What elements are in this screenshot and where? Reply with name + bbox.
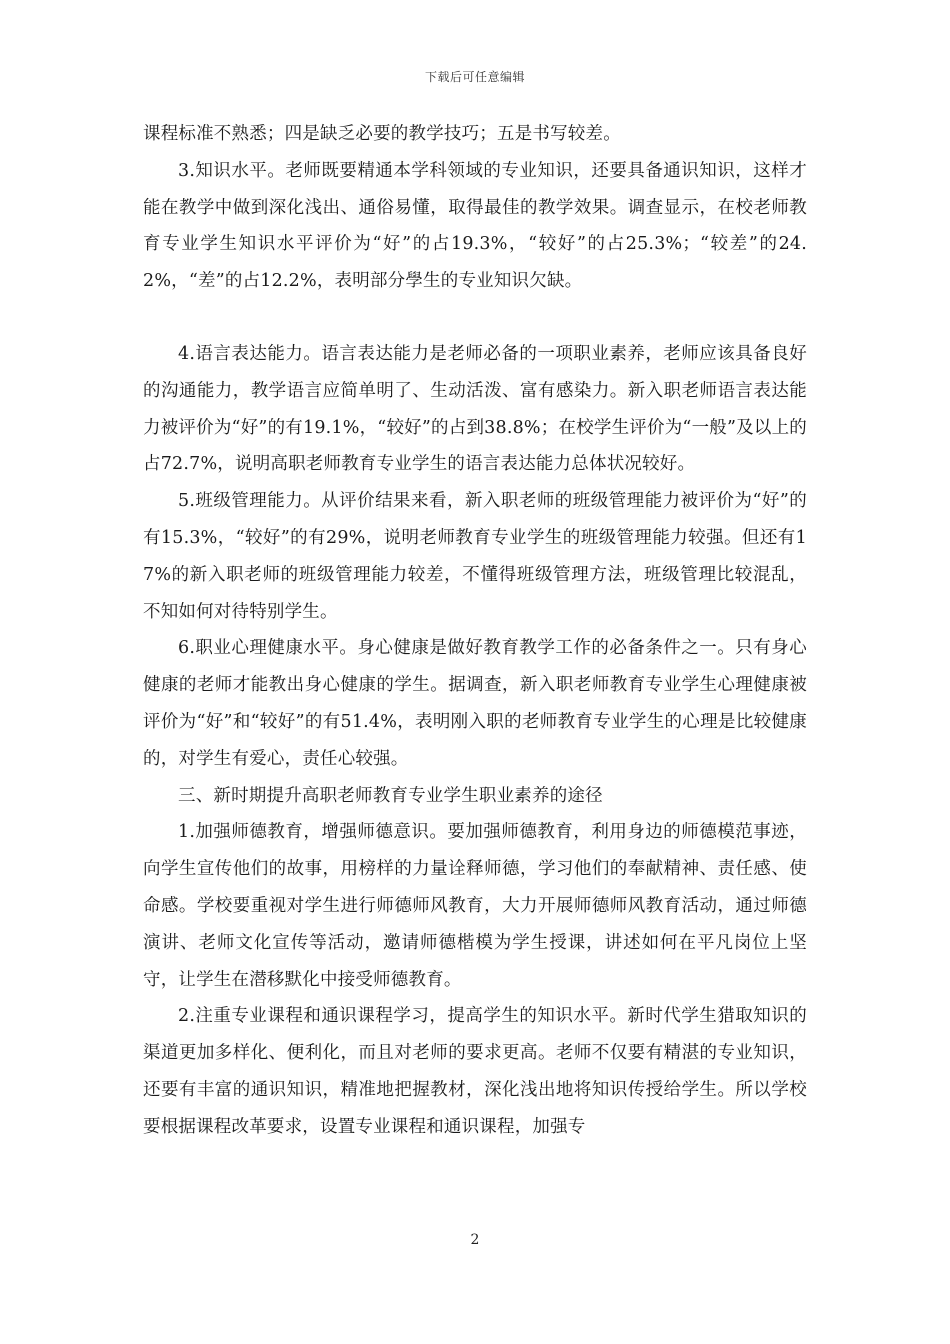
paragraph-mental-health: 6.职业心理健康水平。身心健康是做好教育教学工作的必备条件之一。只有身心健康的老师才能教出身心健康的学生。据调查，新入职老师教育专业学生心理健康被评价为“好”和“较好”的有51.4%，表明刚入职的老师教育专业学生的心理是比较健康的，对学生有爱心，责任心较强。 <box>143 638 807 769</box>
paragraph-class-management: 5.班级管理能力。从评价结果来看，新入职老师的班级管理能力被评价为“好”的有15.3%，“较好”的有29%，说明老师教育专业学生的班级管理能力较强。但还有17%的新入职老师的班级管理能力较差，不懂得班级管理方法，班级管理比较混乱，不知如何对待特别学生。 <box>143 491 807 622</box>
paragraph-curriculum-study: 2.注重专业课程和通识课程学习，提高学生的知识水平。新时代学生猎取知识的渠道更加多样化、便利化，而且对老师的要求更高。老师不仅要有精湛的专业知识，还要有丰富的通识知识，精准地把握教材，深化浅出地将知识传授给学生。所以学校要根据课程改革要求，设置专业课程和通识课程，加强专 <box>143 1006 807 1137</box>
document-body <box>143 116 807 1146</box>
paragraph-spacer <box>143 300 807 336</box>
page-number: 2 <box>470 1232 480 1248</box>
paragraph-knowledge-level: 3.知识水平。老师既要精通本学科领域的专业知识，还要具备通识知识，这样才能在教学中做到深化浅出、通俗易懂，取得最佳的教学效果。调查显示，在校老师教育专业学生知识水平评价为“好”的占19.3%，“较好”的占25.3%；“较差”的24.2%，“差”的占12.2%，表明部分學生的专业知识欠缺。 <box>143 160 807 292</box>
paragraph-ethics-education: 1.加强师德教育，增强师德意识。要加强师德教育，利用身边的师德模范事迹，向学生宣传他们的故事，用榜样的力量诠释师德，学习他们的奉献精神、责任感、使命感。学校要重视对学生进行师德师风教育，大力开展师德师风教育活动，通过师德演讲、老师文化宣传等活动，邀请师德楷模为学生授课，讲述如何在平凡岗位上坚守，让学生在潜移默化中接受师德教育。 <box>143 822 807 990</box>
section-heading: 三、新时期提升高职老师教育专业学生职业素养的途径 <box>178 785 603 806</box>
page-header: 下载后可任意编辑 <box>424 70 525 84</box>
paragraph-continuation: 课程标准不熟悉；四是缺乏必要的教学技巧；五是书写较差。 <box>143 124 621 144</box>
paragraph-language-expression: 4.语言表达能力。语言表达能力是老师必备的一项职业素养，老师应该具备良好的沟通能力，教学语言应简单明了、生动活泼、富有感染力。新入职老师语言表达能力被评价为“好”的有19.1%，“较好”的占到38.8%；在校学生评价为“一般”及以上的占72.7%，说明高职老师教育专业学生的语言表达能力总体状况较好。 <box>143 343 807 475</box>
